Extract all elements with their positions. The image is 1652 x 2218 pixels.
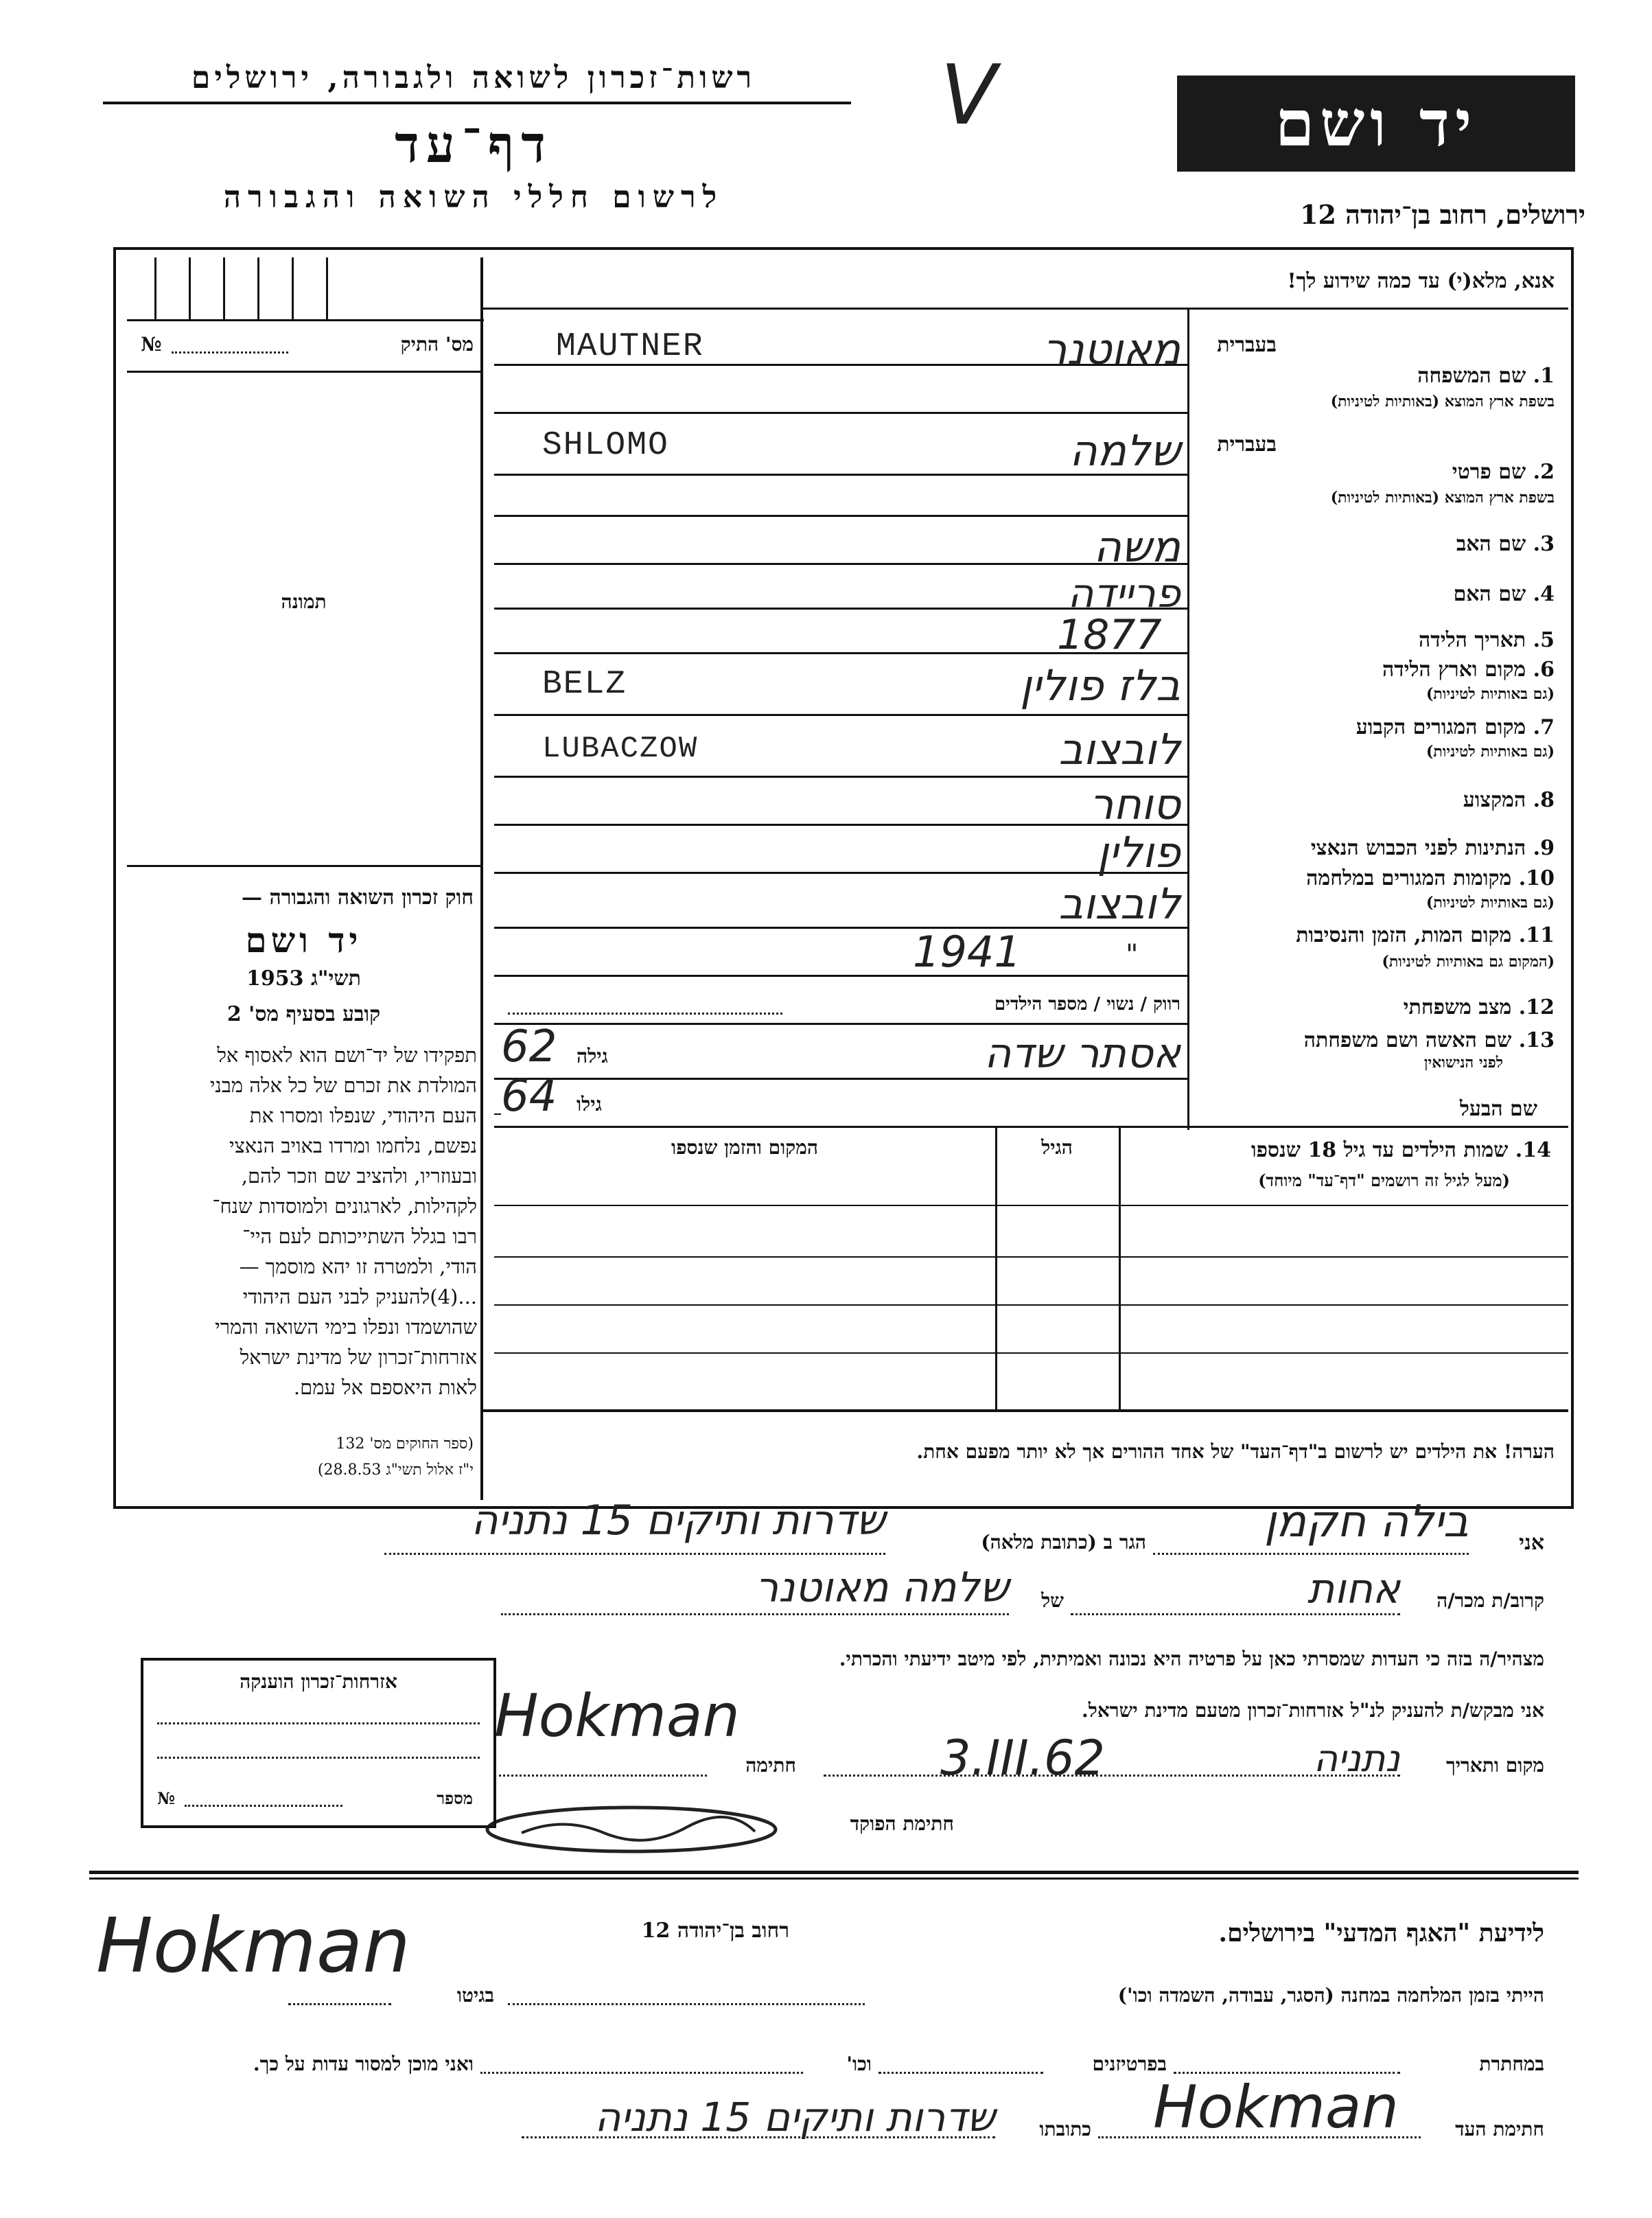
law-text-line: תפקידו של יד־ושם הוא לאסוף אל <box>217 1043 477 1067</box>
yad-vashem-logo: יד ושם <box>1177 76 1575 172</box>
witness-sig-label: חתימת העד <box>1455 2118 1544 2140</box>
checkmark: V <box>940 48 997 143</box>
birth-date: 1877 <box>1057 611 1162 659</box>
children-label <box>1126 1138 1551 1162</box>
law-box-top <box>127 865 480 867</box>
witness-signature: Hokman <box>1153 2073 1399 2142</box>
field-label: תאריך הלידה <box>1419 628 1526 652</box>
law-text-line: לאות היאספם אל עמם. <box>293 1376 477 1399</box>
form-intro: אנא, מלא(י) עד כמה שידוע לך! <box>1287 269 1555 293</box>
children-bottom-rule <box>483 1409 1568 1412</box>
row-line <box>494 1078 1187 1080</box>
law-text-line: המולדת את זכרם של כל אלה מבני <box>209 1074 477 1097</box>
field-label: מקום וארץ הלידה <box>1382 658 1526 682</box>
given-latin: SHLOMO <box>542 427 669 464</box>
header-address: ירושלים, רחוב בן־יהודה 12 <box>1300 199 1585 230</box>
wartime-place-value: לובצוב <box>1058 879 1180 929</box>
field-birth-date <box>1194 628 1555 652</box>
field-death-sub: (המקום גם באותיות לטיניות) <box>1382 953 1555 971</box>
children-sub: (מעל לגיל זה רושמים "דף־עד" מיוחד) <box>1258 1170 1510 1190</box>
field-label: מקומות המגורים במלחמה <box>1306 866 1512 890</box>
husband-age-value: 64 <box>501 1071 557 1122</box>
partisans-label: בפרטיזנים <box>1092 2053 1167 2075</box>
field-label: המקצוע <box>1463 788 1526 812</box>
memorial-box-title: אזרחות־זכרון הוענקה <box>240 1670 397 1693</box>
memorial-line-1 <box>157 1722 480 1724</box>
etc-dotline <box>480 2072 803 2074</box>
official-signature-label: חתימת הפוקד <box>850 1812 954 1835</box>
footer-info: לידיעת "האגף המדעי" בירושלים. <box>1218 1919 1544 1948</box>
children-note: הערה! את הילדים יש לרשום ב"דף־העד" של אחד ההורים אך לא יותר מפעם אחת. <box>916 1440 1555 1463</box>
memorial-number-label: מספר <box>437 1788 473 1808</box>
row-line <box>494 1126 1568 1128</box>
row-line <box>494 515 1187 517</box>
memorial-number-line <box>185 1805 342 1807</box>
declarant-address: שדרות ותיקים 15 נתניה <box>471 1497 885 1545</box>
witness-address-label: כתובתו <box>1039 2118 1091 2140</box>
law-text-line: העם היהודי, שנפלו ומסרו את <box>249 1104 477 1127</box>
wife-age-label: גילה <box>577 1045 608 1067</box>
declarant-name: בילה חקמן <box>1264 1497 1469 1547</box>
field-birth-place <box>1194 658 1555 682</box>
field-label: מקום המגורים הקבוע <box>1356 715 1526 739</box>
given-hebrew: שלמה <box>1069 426 1180 476</box>
husband-name-line <box>494 1113 501 1115</box>
field-num: 12. <box>1518 995 1555 1019</box>
field-num: 8. <box>1533 788 1555 812</box>
children-row-line <box>494 1205 1568 1206</box>
law-ref-1: (ספר החוקים מס' 132 <box>336 1435 474 1453</box>
residence-hebrew: לובצוב <box>1058 724 1180 774</box>
field-label: שם המשפחה <box>1417 364 1526 388</box>
field-label: שם האשה ושם משפחתה <box>1303 1028 1512 1052</box>
field-label: מצב משפחתי <box>1403 995 1512 1019</box>
field-death <box>1194 923 1555 947</box>
file-number-line <box>172 351 288 354</box>
field-num: 10. <box>1518 866 1555 890</box>
footer-rule-1 <box>89 1871 1579 1874</box>
children-title: שמות הילדים עד גיל 18 שנספו <box>1250 1138 1509 1162</box>
etc-label: וכו' <box>846 2053 872 2075</box>
file-number-boxes <box>127 257 484 321</box>
signature-label: חתימה <box>745 1754 796 1777</box>
field-birth-place-sub: (גם באותיות לטיניות) <box>1426 685 1555 703</box>
law-text-line: רבו בגלל השתייכותם לעם היי־ <box>242 1225 477 1248</box>
children-col-1 <box>995 1128 997 1409</box>
authority-underline <box>103 102 851 104</box>
children-col-2 <box>1119 1128 1121 1409</box>
field-husband <box>1194 1097 1537 1121</box>
law-year: תשי"ג 1953 <box>246 967 361 991</box>
children-col-age: הגיל <box>1041 1136 1073 1159</box>
row-line <box>494 1023 1187 1025</box>
birth-place-hebrew: בלז פולין <box>1020 660 1180 711</box>
children-num: 14. <box>1515 1138 1551 1162</box>
field-label: הנתינות לפני הכבוש הנאצי <box>1310 836 1526 860</box>
date-value: 3.III.62 <box>940 1730 1106 1786</box>
file-number-no: № <box>141 333 162 356</box>
footer-rule-2 <box>89 1878 1579 1880</box>
row-line <box>494 714 1187 716</box>
field-label: שם האב <box>1456 532 1526 556</box>
law-text-line: ובעוזריו, ולהציב שם וזכר להם, <box>241 1164 477 1188</box>
children-row-line <box>494 1304 1568 1306</box>
field-residence <box>1194 715 1555 739</box>
wife-name-value: אסתר שדה <box>984 1030 1180 1078</box>
label-column-divider <box>1187 310 1189 1130</box>
field-nationality <box>1194 836 1555 860</box>
declaration-request: אני מבקש/ת להעניק לנ"ל אזרחות־זכרון מטעם מדינת ישראל. <box>1081 1699 1544 1722</box>
father-name: משה <box>1093 522 1180 572</box>
surname-hebrew: מאוטנר <box>1043 324 1180 374</box>
camp-dotline <box>508 2003 865 2005</box>
photo-label: תמונה <box>281 590 327 613</box>
field-residence-sub: (גם באותיות לטיניות) <box>1426 743 1555 761</box>
resides-label: הגר ב (כתובת מלאה) <box>981 1531 1146 1553</box>
place-date-label: מקום ותאריך <box>1445 1754 1544 1777</box>
field-father <box>1194 532 1555 556</box>
field-label: שם פרטי <box>1452 460 1526 484</box>
field-num: 6. <box>1533 658 1555 682</box>
law-text-line: ...(4)להעניק לבני העם היהודי <box>242 1285 477 1308</box>
place-date-line <box>824 1775 1400 1777</box>
field-num: 1. <box>1533 364 1555 388</box>
field-marital <box>1194 995 1555 1019</box>
ready-label: ואני מוכן למסור עדות על כך. <box>253 2053 474 2075</box>
field-wife-sub: לפני הנישואין <box>1423 1054 1503 1072</box>
declarant-signature: Hokman <box>494 1682 741 1751</box>
memorial-line-2 <box>157 1757 480 1759</box>
signature-line <box>494 1775 707 1777</box>
underground-label: במחתרת <box>1479 2053 1544 2075</box>
page-title: דף־עד <box>395 115 552 174</box>
children-row-line <box>494 1256 1568 1258</box>
field-label: שם הבעל <box>1459 1097 1537 1121</box>
camp-line: הייתי בזמן המלחמה במחנה (הסגר, עבודה, השמדה וכו') <box>1117 1984 1544 2007</box>
in-hebrew-label-1: בעברית <box>1217 333 1277 357</box>
ghetto-dotline <box>288 2003 391 2005</box>
surname-latin: MAUTNER <box>556 328 704 365</box>
field-num: 5. <box>1533 628 1555 652</box>
memorial-no: № <box>157 1788 176 1808</box>
row-line <box>494 412 1187 414</box>
field-mother <box>1194 582 1555 606</box>
marital-options: רווק / נשוי / מספר הילדים <box>994 994 1180 1015</box>
left-top-rule <box>127 371 480 373</box>
row-line <box>494 776 1187 778</box>
children-row-line <box>494 1352 1568 1354</box>
relation-value: אחות <box>1307 1565 1400 1613</box>
field-label: שם האם <box>1453 582 1526 606</box>
law-ref-2: י"ז אלול תשי"ג 28.8.53) <box>317 1462 474 1479</box>
declaration-statement: מצהיר/ה בזה כי העדות שמסרתי כאן על פרטיה היא נכונה ואמיתית, לפי מיטב ידיעתי והכרתי. <box>839 1648 1544 1670</box>
in-hebrew-label-2: בעברית <box>1217 432 1277 457</box>
children-col-place-time: המקום והזמן שנספו <box>671 1136 818 1159</box>
file-number-label: מס' התיק <box>400 333 474 356</box>
partisans-dotline <box>879 2072 1043 2074</box>
decl-i-label: אני <box>1519 1531 1544 1555</box>
law-text-line: לקהילות, לארגונים ולמוסדות שנח־ <box>212 1194 477 1218</box>
field-given-name <box>1194 460 1555 484</box>
official-stamp-signature <box>480 1799 782 1860</box>
field-num: 3. <box>1533 532 1555 556</box>
field-num: 2. <box>1533 460 1555 484</box>
field-num: 13. <box>1518 1028 1555 1052</box>
law-title: חוק זכרון השואה והגבורה — <box>242 886 474 910</box>
left-panel-divider <box>480 257 483 1500</box>
law-text-line: אזרחות־זכרון של מדינת ישראל <box>240 1345 477 1369</box>
husband-age-label: גילו <box>577 1093 602 1116</box>
of-label: של <box>1041 1589 1064 1612</box>
memorial-box <box>141 1658 496 1828</box>
marital-dotline <box>508 1013 782 1015</box>
field-profession <box>1194 788 1555 812</box>
field-wife <box>1194 1028 1555 1052</box>
law-name: יד ושם <box>245 920 362 960</box>
field-given-name-sub: בשפת ארץ המוצא (באותיות לטיניות) <box>1330 489 1555 507</box>
ghetto-label: בגיטו <box>456 1984 494 2007</box>
law-clause: קובע בסעיף מס' 2 <box>226 1002 381 1026</box>
row-line <box>494 975 1187 977</box>
page-subtitle: לרשום חללי השואה והגבורה <box>223 180 724 215</box>
of-person-value: שלמה מאוטנר <box>755 1564 1009 1612</box>
witness-address: שדרות ותיקים 15 נתניה <box>594 2094 995 2140</box>
authority-line: רשות־זכרון לשואה ולגבורה, ירושלים <box>191 60 756 95</box>
birth-place-latin: BELZ <box>542 666 627 703</box>
margin-signature: Hokman <box>96 1902 410 1989</box>
profession-value: סוחר <box>1089 779 1180 829</box>
field-surname <box>1194 364 1555 388</box>
residence-latin: LUBACZOW <box>542 732 699 766</box>
mother-name: פריידה <box>1067 570 1180 616</box>
witness-address-dotline <box>522 2136 995 2138</box>
field-surname-sub: בשפת ארץ המוצא (באותיות לטיניות) <box>1330 393 1555 411</box>
field-num: 11. <box>1518 923 1555 947</box>
intro-rule <box>483 308 1568 310</box>
nationality-value: פולין <box>1097 827 1180 877</box>
field-wartime-place <box>1194 866 1555 890</box>
address-line <box>384 1553 885 1555</box>
law-text-line: שהושמדו ונפלו בימי השואה והמרי <box>215 1315 477 1339</box>
witness-sig-dotline <box>1098 2136 1421 2138</box>
relation-line <box>1071 1613 1400 1615</box>
field-label: מקום המות, הזמן והנסיבות <box>1296 923 1512 947</box>
relation-label: קרוב/ת מכר/ה <box>1436 1589 1544 1612</box>
field-num: 4. <box>1533 582 1555 606</box>
wife-age-value: 62 <box>501 1021 557 1072</box>
footer-info-address: רחוב בן־יהודה 12 <box>641 1919 789 1943</box>
of-person-line <box>501 1613 1009 1615</box>
law-text-line: נפשם, נלחמו ומרדו באויב הנאצי <box>229 1134 477 1157</box>
declarant-line <box>1153 1553 1469 1555</box>
field-num: 7. <box>1533 715 1555 739</box>
place-value: נתניה <box>1313 1737 1400 1780</box>
death-year: 1941 <box>913 927 1021 977</box>
law-text-line: הודי, ולמטרה זו יהא מוסמך — <box>239 1255 477 1278</box>
field-wartime-place-sub: (גם באותיות לטיניות) <box>1426 894 1555 912</box>
field-num: 9. <box>1533 836 1555 860</box>
death-ditto: " <box>1126 939 1139 971</box>
law-text <box>130 1040 477 1402</box>
